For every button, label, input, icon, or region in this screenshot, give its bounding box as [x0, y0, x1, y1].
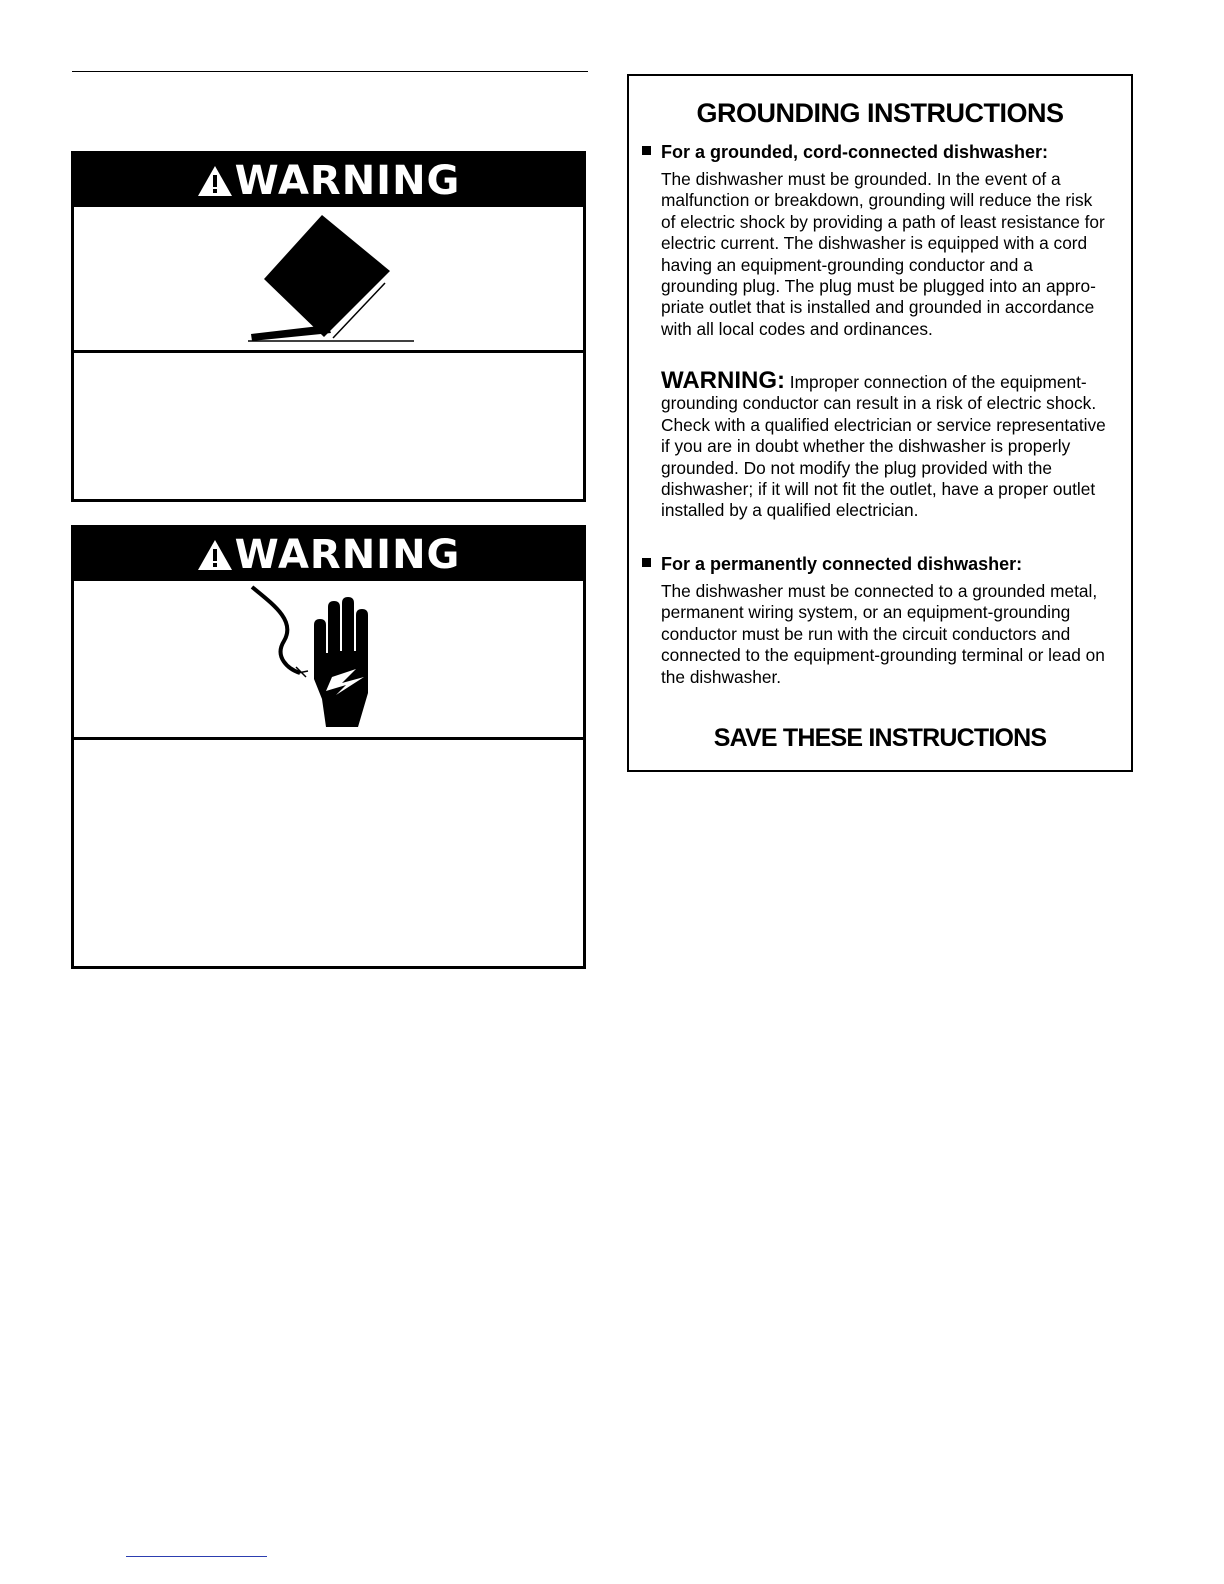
electric-shock-warning-box [71, 525, 586, 969]
warning-header [74, 154, 583, 207]
cord-connected-heading: For a grounded, cord-connected dishwasher: [642, 142, 1048, 163]
permanent-heading: For a permanently connected dishwasher: [642, 554, 1022, 575]
grounding-instructions-box [627, 74, 1133, 772]
tip-over-warning-box [71, 151, 586, 502]
top-rule [72, 71, 588, 72]
bottom-link-rule [126, 1556, 267, 1557]
tip-over-icon [74, 207, 583, 350]
warning-lead: WARNING: [661, 367, 785, 394]
electric-shock-hand-icon [74, 581, 583, 737]
warning-header-label: WARNING [234, 157, 461, 204]
grounding-warning-paragraph [661, 367, 1111, 522]
icon-area [74, 581, 583, 740]
bullet-square-icon [642, 146, 651, 155]
warning-triangle-icon [197, 539, 233, 571]
warning-header [74, 528, 583, 581]
warning-triangle-icon [197, 165, 233, 197]
warning-header-label: WARNING [234, 531, 461, 578]
bullet-square-icon [642, 558, 651, 567]
grounding-title: GROUNDING INSTRUCTIONS [696, 98, 1064, 128]
save-instructions: SAVE THESE INSTRUCTIONS [713, 724, 1047, 752]
icon-area [74, 207, 583, 353]
warning-text: Improper connection of the equipment-grounding conductor can result in a risk of electric shock. Check with a qualified electrician or service representative if you are in doubt whether the dishwasher is properly grounded. Do not modify the plug provided with the dishwasher; if it will not fit the outlet, have a proper outlet installed by a qualified electrician. [661, 372, 1106, 521]
permanent-text: The dishwasher must be connected to a grounded metal, permanent wiring system, or an equipment-grounding conductor must be run with the circuit conductors and connected to the equipment-grounding terminal or lead on the dishwasher. [661, 581, 1105, 687]
cord-connected-text: The dishwasher must be grounded. In the event of a malfunction or breakdown, grounding will reduce the risk of electric shock by providing a path of least resistance for electric current. The dishwasher is equipped with a cord having an equipment-grounding conductor and a grounding plug. The plug must be plugged into an appro-priate outlet that is installed and grounded in accordance with all local codes and ordinances. [661, 169, 1105, 339]
